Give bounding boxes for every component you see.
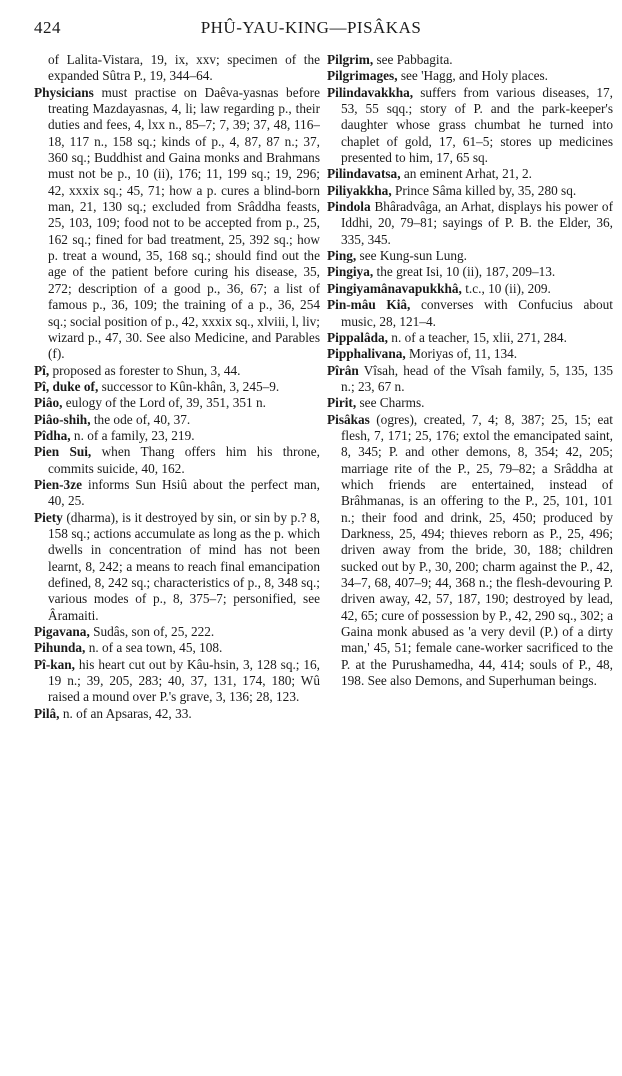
entry-text: n. of a family, 23, 219.	[73, 427, 195, 443]
index-entry	[327, 248, 613, 264]
entry-text: proposed as forester to Shun, 3, 44.	[52, 362, 241, 378]
entry-text: Bhâradvâga, an Arhat, displays his power of Iddhi, 20, 79–81; sayings of P. B. the Elder, 36, 335, 345.	[341, 199, 613, 247]
index-entry	[34, 412, 320, 428]
entry-text: (dharma), is it destroyed by sin, or sin by p.? 8, 158 sq.; actions accumulate as long as the p. which dwells in concentration of mind has not been learnt, 8, 242; a means to reach final emancipation defined, 8, 242 sq.; characteristics of p., 8, 348 sq.; various modes of p., 8, 375–7; personified, see Âramaiti.	[48, 509, 320, 623]
entry-text: suffers from various diseases, 17, 53, 55 sqq.; story of P. and the park-keeper's daughter whose grass chumbat he turned into chaplet of gold, 17, 61–5; stores up medicines presented to him, 17, 65 sq.	[341, 84, 613, 166]
entry-text: Moriyas of, 11, 134.	[409, 346, 518, 362]
entry-headword: Pî-kan,	[34, 656, 76, 672]
index-entry	[327, 166, 613, 182]
entry-text: successor to Kûn-khân, 3, 245–9.	[101, 378, 280, 394]
index-entry	[34, 640, 320, 656]
entry-headword: Pî,	[34, 362, 50, 378]
index-entry	[327, 330, 613, 346]
entry-headword: Ping,	[327, 248, 357, 264]
index-entry	[34, 657, 320, 706]
index-entry	[327, 264, 613, 280]
entry-headword: Pingiyamânavapukkhâ,	[327, 280, 462, 296]
entry-text: see 'Hagg, and Holy places.	[400, 68, 548, 84]
entry-text: (ogres), created, 7, 4; 8, 387; 25, 15; eat flesh, 7, 171; 25, 176; extol the emancipated saint, 8, 345; P. and other demons, 8, 354; 42, 205; marriage rite of the P., 25, 79–82; a Srâddha at which friends are entertained, instead of Brâhmanas, is an offering to the P., 25, 101, 101 n.; their food and drink, 25, 450; produced by Darkness, 25, 494; thieves reborn as P., 25, 496; driven away from the bride, 30, 188; children sucked out by P., 30, 200; charm against the P., 42, 34–7, 68, 407–9; 44, 368 n.; the flesh-devouring P. driven away, 42, 57, 187, 190; destroyed by lead, 42, 65; cure of possession by P., 42, 290 sq., 302; a Gaina monk abused as 'a very devil (P.) of a dirty man,' 45, 51; female cane-worker sacrificed to the P. at the Purushamedha, 44, 414; souls of P., 48, 198. See also Demons, and Superhuman beings.	[341, 411, 613, 689]
entry-text: t.c., 10 (ii), 209.	[465, 280, 551, 296]
entry-headword: Pilgrim,	[327, 52, 374, 67]
entry-text: see Pabbagita.	[376, 52, 453, 67]
entry-text: the ode of, 40, 37.	[93, 411, 191, 427]
entry-headword: Pî, duke of,	[34, 378, 99, 394]
index-entry	[34, 624, 320, 640]
left-column	[34, 52, 320, 1062]
index-entry	[34, 85, 320, 363]
entry-text: see Kung-sun Lung.	[359, 248, 467, 264]
index-entry	[327, 346, 613, 362]
index-entry	[34, 363, 320, 379]
running-head: PHÛ-YAU-KING—PISÂKAS	[200, 18, 422, 37]
page-number: 424	[34, 18, 61, 37]
entry-headword: Pîdha,	[34, 427, 71, 443]
entry-headword: Pisâkas	[327, 411, 370, 427]
entry-headword: Pîrân	[327, 362, 359, 378]
entry-text: n. of an Apsaras, 42, 33.	[62, 705, 192, 721]
entry-text: an eminent Arhat, 21, 2.	[403, 166, 532, 182]
entry-headword: Pin-mâu Kiâ,	[327, 297, 411, 313]
entry-text: informs Sun Hsiû about the perfect man, 40, 25.	[48, 476, 320, 509]
entry-headword: Pindola	[327, 199, 371, 215]
entry-text: see Charms.	[359, 395, 425, 411]
index-entry	[327, 68, 613, 84]
index-entry	[34, 379, 320, 395]
entry-headword: Pilgrimages,	[327, 68, 398, 84]
entry-text: must practise on Daêva-yasnas before treating Mazdayasnas, 4, li; law regarding p., their duties and fees, 4, lxx n., 85–7; 7, 39; 37, 48, 116–18, 117 n., 158 sq.; kinds of p., 4, 87, 87 n.; 37, 360 sq.; Buddhist and Gaina monks and Brahmans must not be p., 10 (ii), 176; 11, 199 sq.; 19, 296; 42, xxxix sq.; 45, 71; how a p. cures a blind-born man, 21, 130 sq.; excluded from Srâddha feasts, 25, 103, 109; food not to be accepted from p., 25, 162 sq.; fined for bad treatment, 25, 392 sq.; how p. treat a wound, 35, 168 sq.; should find out the age of the patient before curing his disease, 35, 272; description of a good p., 36, 67; a list of famous p., 36, 109; the training of a p., 36, 254 sq.; social position of p., 42, xxxix sq., xlviii, l, liv; wizard p., 47, 30. See also Medicine, and Parables (f).	[48, 84, 320, 362]
entry-headword: Piâo,	[34, 395, 63, 411]
entry-headword: Pihunda,	[34, 640, 86, 656]
index-entry	[34, 428, 320, 444]
index-entry	[327, 412, 613, 690]
entry-headword: Pien Sui,	[34, 444, 92, 460]
index-entry	[34, 395, 320, 411]
index-entry	[327, 363, 613, 396]
entry-text: eulogy of the Lord of, 39, 351, 351 n.	[65, 395, 266, 411]
index-entry	[327, 85, 613, 167]
entry-headword: Pilâ,	[34, 705, 60, 721]
index-entry	[327, 52, 613, 68]
entry-headword: Pilindavakkha,	[327, 84, 414, 100]
entry-headword: Pippalâda,	[327, 329, 388, 345]
entry-text: Prince Sâma killed by, 35, 280 sq.	[395, 182, 577, 198]
entry-text: of Lalita-Vistara, 19, ix, xxv; specimen of the expanded Sûtra P., 19, 344–64.	[48, 52, 320, 84]
page-header	[30, 16, 592, 42]
entry-headword: Pien-3ze	[34, 476, 82, 492]
entry-text: converses with Confucius about music, 28, 121–4.	[341, 297, 613, 329]
entry-headword: Pilindavatsa,	[327, 166, 401, 182]
entry-text: n. of a teacher, 15, xlii, 271, 284.	[391, 329, 567, 345]
entry-headword: Pingiya,	[327, 264, 374, 280]
entry-headword: Piety	[34, 509, 63, 525]
index-entry	[34, 510, 320, 624]
index-entry	[34, 477, 320, 510]
entry-headword: Physicians	[34, 84, 94, 100]
entry-text: Sudâs, son of, 25, 222.	[93, 624, 215, 640]
entry-text: when Thang offers him his throne, commits suicide, 40, 162.	[48, 444, 320, 476]
index-entry	[327, 395, 613, 411]
entry-text: the great Isi, 10 (ii), 187, 209–13.	[376, 264, 556, 280]
entry-headword: Piâo-shih,	[34, 411, 91, 427]
right-column	[327, 52, 613, 1062]
entry-headword: Pigavana,	[34, 624, 90, 640]
entry-headword: Pipphalivana,	[327, 346, 406, 362]
index-entry	[34, 52, 320, 85]
index-entry	[327, 183, 613, 199]
index-entry	[34, 444, 320, 477]
entry-headword: Piliyakkha,	[327, 182, 392, 198]
entry-text: Vîsah, head of the Vîsah family, 5, 135, 135 n.; 23, 67 n.	[341, 362, 613, 394]
index-entry	[327, 199, 613, 248]
index-entry	[34, 706, 320, 722]
entry-text: his heart cut out by Kâu-hsin, 3, 128 sq.; 16, 19 n.; 39, 205, 283; 40, 37, 131, 174, 180; Wû raised a mound over P.'s grave, 3, 136; 28, 123.	[48, 656, 320, 705]
entry-headword: Pirit,	[327, 395, 357, 411]
index-entry	[327, 281, 613, 297]
entry-text: n. of a sea town, 45, 108.	[88, 640, 223, 656]
index-entry	[327, 297, 613, 330]
